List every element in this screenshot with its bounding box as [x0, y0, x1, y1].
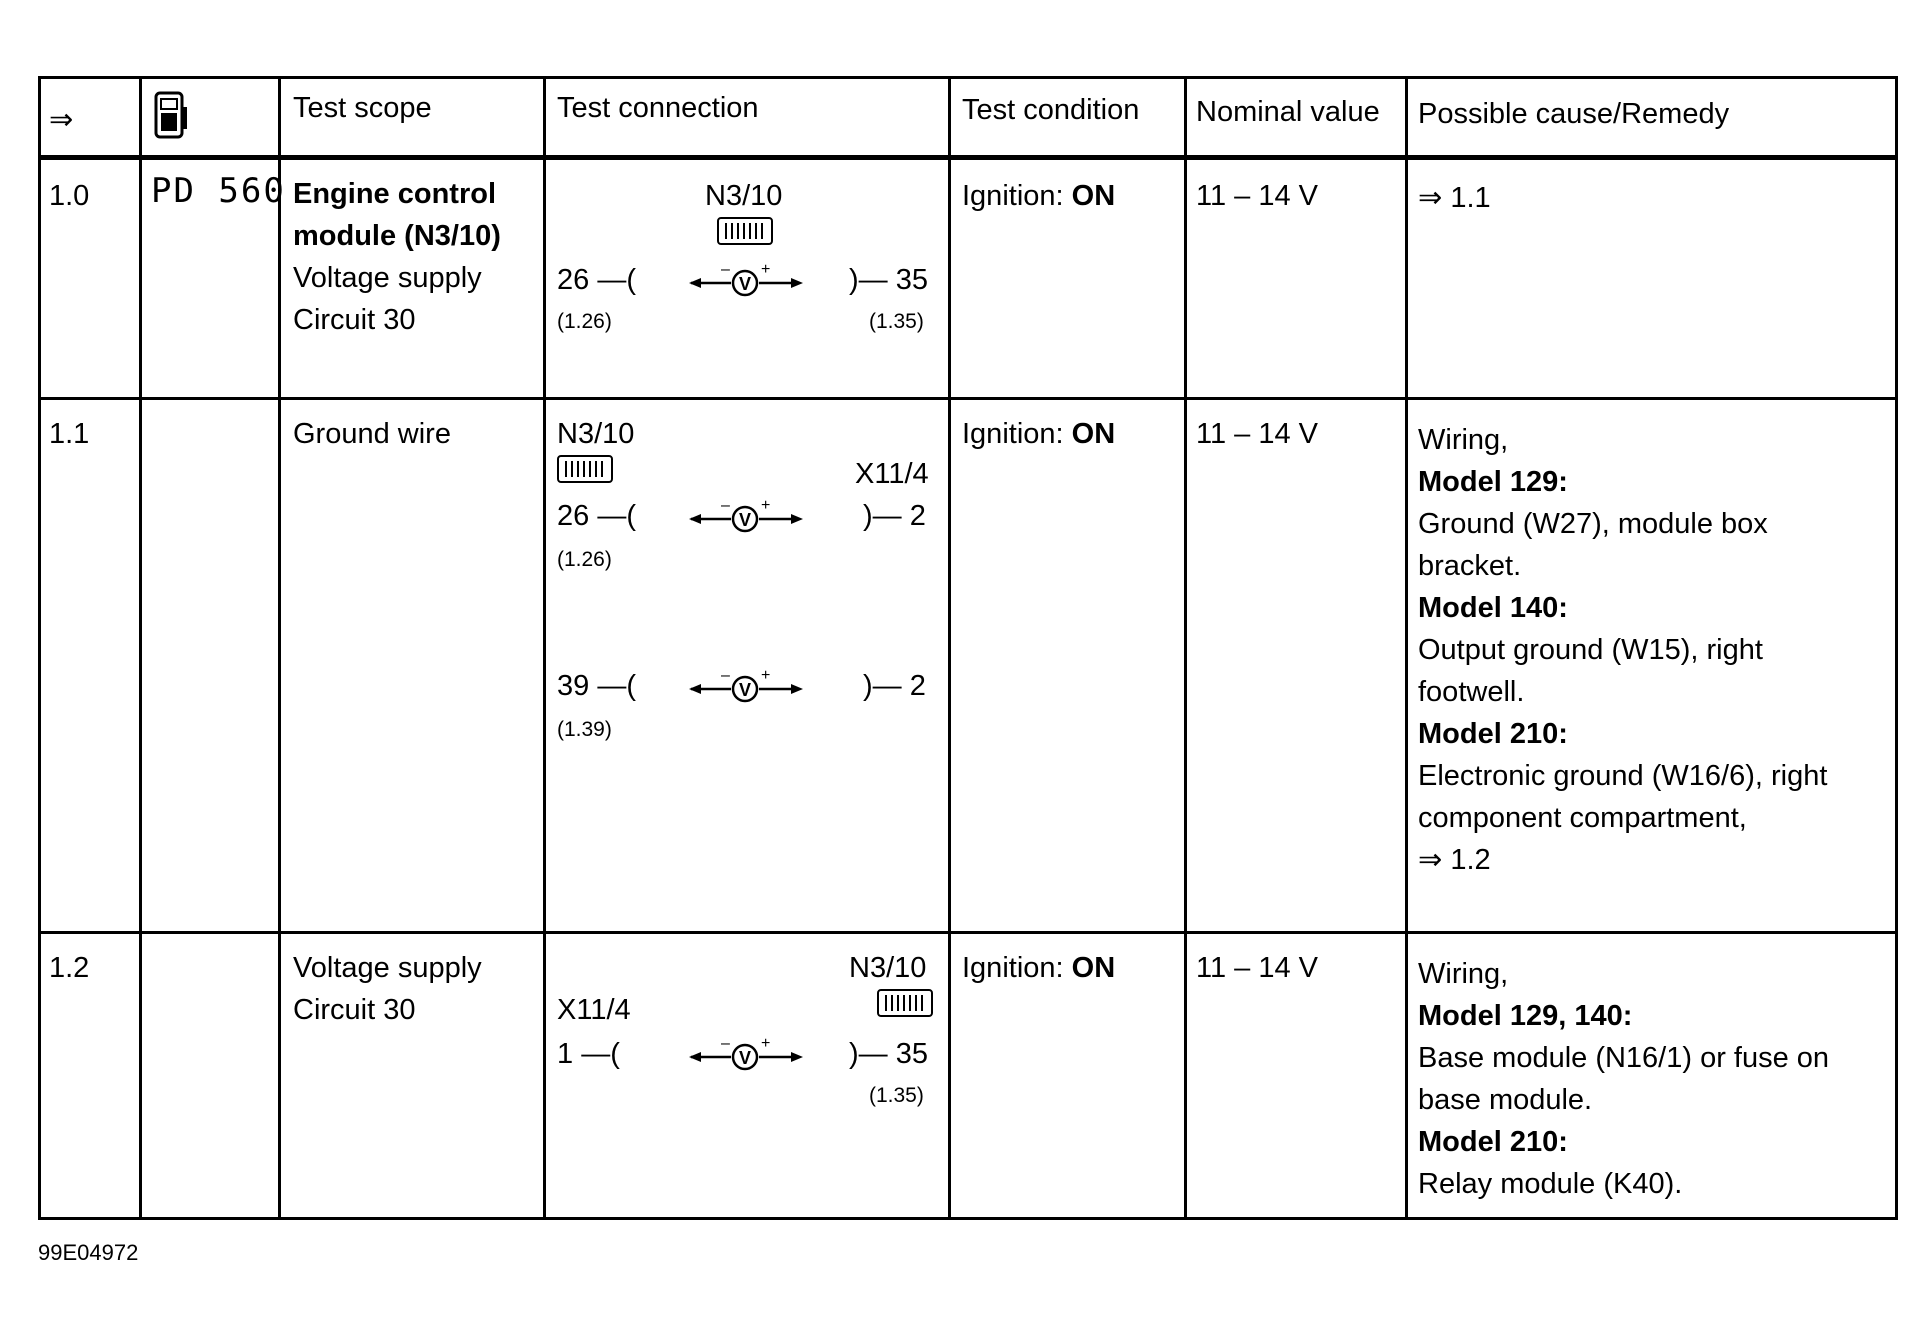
cause-text: ⇒ 1.2	[1418, 844, 1491, 876]
cause-model: Model 210:	[1418, 1126, 1568, 1158]
cause-text: component compartment,	[1418, 802, 1747, 834]
connector-icon	[877, 989, 933, 1017]
header-test-connection: Test connection	[557, 92, 759, 124]
connector-icon	[557, 455, 613, 483]
header-possible-cause: Possible cause/Remedy	[1418, 98, 1730, 130]
scope-text: Voltage supply	[293, 952, 482, 984]
condition-value: ON	[1071, 418, 1116, 450]
connector-label: X11/4	[557, 994, 631, 1026]
header-nominal-value: Nominal value	[1196, 96, 1380, 128]
voltmeter-icon	[687, 1035, 807, 1075]
row-divider	[41, 931, 1895, 934]
svg-text:+: +	[761, 1035, 771, 1052]
pin-left: 39 —(	[557, 670, 636, 702]
condition-label: Ignition:	[962, 418, 1064, 450]
condition-value: ON	[1071, 180, 1116, 212]
pin-ref: (1.26)	[557, 548, 612, 571]
svg-text:V: V	[739, 510, 752, 530]
col-divider	[278, 79, 281, 1217]
header-test-scope: Test scope	[293, 92, 432, 124]
scope-text: Voltage supply	[293, 262, 482, 294]
pin-left: 26 —(	[557, 500, 636, 532]
step-number: 1.0	[49, 180, 90, 212]
pin-number: 1	[557, 1038, 574, 1070]
cause-list	[1418, 953, 1829, 1205]
scope-text: Circuit 30	[293, 994, 416, 1026]
pin-number: 2	[909, 670, 926, 702]
cause-text: Wiring,	[1418, 424, 1509, 456]
pin-ref: (1.35)	[869, 1084, 924, 1107]
col-divider	[543, 79, 546, 1217]
pin-number: 26	[557, 264, 590, 296]
svg-text:–: –	[721, 667, 730, 684]
cause-model: Model 210:	[1418, 718, 1568, 750]
header-arrow: ⇒	[49, 104, 74, 136]
condition	[962, 413, 1115, 455]
cause-model: Model 129:	[1418, 466, 1568, 498]
document-id: 99E04972	[38, 1240, 139, 1265]
nominal-value: 11 – 14 V	[1196, 418, 1319, 450]
voltmeter-icon	[687, 667, 807, 707]
pin-number: 39	[557, 670, 590, 702]
nominal-value: 11 – 14 V	[1196, 952, 1319, 984]
step-number: 1.2	[49, 952, 90, 984]
pin-right: )— 2	[863, 670, 926, 702]
svg-text:V: V	[739, 680, 752, 700]
condition-label: Ignition:	[962, 180, 1064, 212]
pin-number: 26	[557, 500, 590, 532]
tester-icon	[153, 91, 189, 139]
scope-title: Engine control	[293, 178, 496, 210]
pin-number: 35	[895, 264, 928, 296]
voltmeter-icon	[687, 261, 807, 301]
cause-text: base module.	[1418, 1084, 1593, 1116]
cause-text: Relay module (K40).	[1418, 1168, 1683, 1200]
cause-text: Base module (N16/1) or fuse on	[1418, 1042, 1830, 1074]
nominal-value: 11 – 14 V	[1196, 180, 1319, 212]
scope-title: module (N3/10)	[293, 220, 501, 252]
diagnostic-table	[38, 76, 1898, 1220]
voltmeter-icon	[687, 497, 807, 537]
col-divider	[1405, 79, 1408, 1217]
condition	[962, 947, 1115, 989]
cause-list	[1418, 419, 1827, 881]
condition-value: ON	[1071, 952, 1116, 984]
scope-text: Circuit 30	[293, 304, 416, 336]
fault-code: PD 560	[151, 171, 286, 211]
pin-left: 1 —(	[557, 1038, 620, 1070]
pin-number: 35	[895, 1038, 928, 1070]
header-divider	[41, 155, 1895, 160]
svg-text:+: +	[761, 261, 771, 278]
svg-text:–: –	[721, 497, 730, 514]
connector-label: N3/10	[557, 418, 635, 450]
col-divider	[139, 79, 142, 1217]
cause-model: Model 140:	[1418, 592, 1568, 624]
cause-text: Ground (W27), module box	[1418, 508, 1768, 540]
svg-text:V: V	[739, 1048, 752, 1068]
col-divider	[1184, 79, 1187, 1217]
pin-ref: (1.39)	[557, 718, 612, 741]
svg-text:–: –	[721, 261, 730, 278]
cause-text: Output ground (W15), right	[1418, 634, 1763, 666]
pin-right: )— 35	[849, 264, 928, 296]
connector-icon	[717, 217, 773, 245]
svg-text:V: V	[739, 274, 752, 294]
svg-text:+: +	[761, 497, 771, 514]
pin-number: 2	[909, 500, 926, 532]
pin-right: )— 2	[863, 500, 926, 532]
scope-text: Ground wire	[293, 418, 451, 450]
condition	[962, 175, 1115, 217]
connector-label: N3/10	[705, 180, 783, 212]
cause-text: Wiring,	[1418, 958, 1509, 990]
row-divider	[41, 397, 1895, 400]
cause-model: Model 129, 140:	[1418, 1000, 1633, 1032]
pin-ref: (1.26)	[557, 310, 612, 333]
svg-text:–: –	[721, 1035, 730, 1052]
step-number: 1.1	[49, 418, 90, 450]
col-divider	[948, 79, 951, 1217]
cause-text: Electronic ground (W16/6), right	[1418, 760, 1828, 792]
connector-label: X11/4	[855, 458, 929, 490]
pin-right: )— 35	[849, 1038, 928, 1070]
pin-ref: (1.35)	[869, 310, 924, 333]
pin-left: 26 —(	[557, 264, 636, 296]
cause-text: footwell.	[1418, 676, 1525, 708]
header-test-condition: Test condition	[962, 94, 1140, 126]
condition-label: Ignition:	[962, 952, 1064, 984]
cause-text: ⇒ 1.1	[1418, 182, 1491, 214]
cause-text: bracket.	[1418, 550, 1522, 582]
svg-text:+: +	[761, 667, 771, 684]
connector-label: N3/10	[849, 952, 927, 984]
